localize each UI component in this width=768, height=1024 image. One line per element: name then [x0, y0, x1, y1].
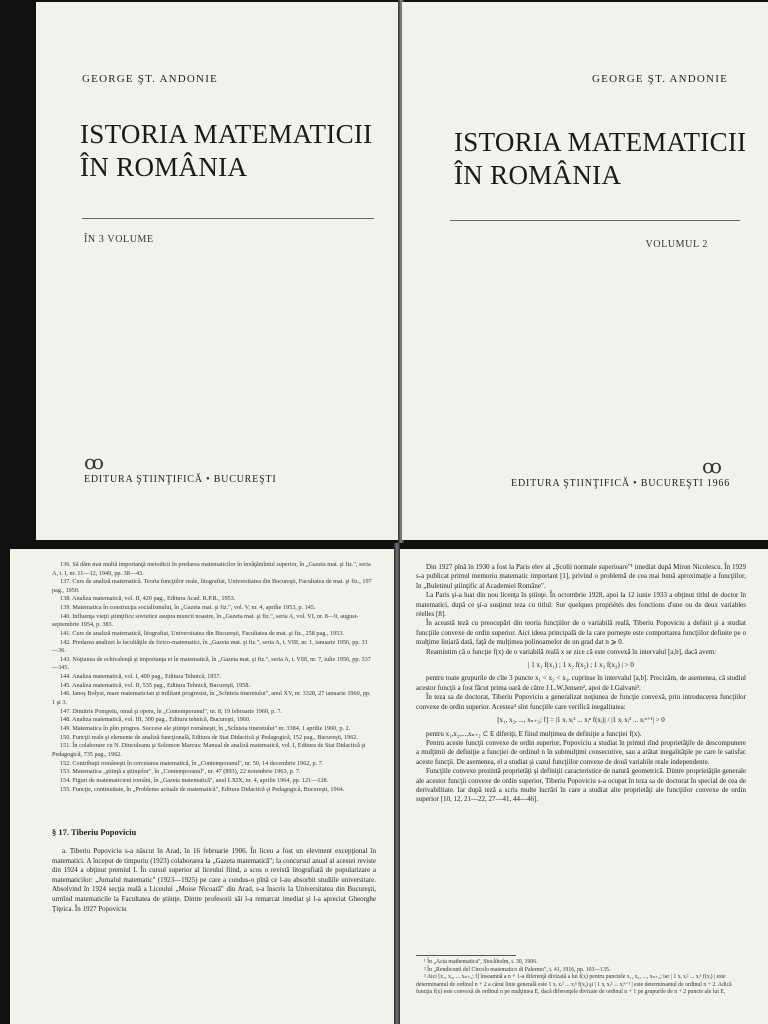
- volume-note: VOLUMUL 2: [645, 239, 708, 250]
- bibliography-entry: 151. În colaborare cu N. Dinculeanu şi Solomon Marcus: Manual de analiză matematică, vol. I, Editura de Stat Didactică şi Pedagogică, 735 pag., 1962.: [52, 742, 366, 758]
- bibliography-entry: 149. Matematica în plin progres. Succese ale ştiinţei româneşti, în „Scînteia tineretului" nr. 3384, 1 aprilie 1960, p. 2.: [60, 724, 351, 732]
- footnote-entry: ² În „Rendiconti del Circolo matematico di Palermo", t. 41, 1916, pp. 103—135.: [424, 966, 611, 973]
- divided-difference-formula: [x₁, x₂, ..., xₙ₊₂; f] = |1 xᵢ xᵢ² ... xᵢⁿ f(xᵢ)| / |1 xᵢ xᵢ² ... xᵢⁿ⁺¹| > 0: [497, 716, 665, 725]
- publisher-logo-icon: ꝏ: [84, 452, 104, 474]
- bibliography-entry: 154. Figuri de matematicieni români, în „Gazeta matematică", anul LXIX, nr. 4, aprilie 1964, pp. 121—128.: [60, 776, 329, 784]
- half-title-page: [36, 2, 400, 540]
- footnote-entry: ³ Aici [x₁, x₂, ... xₙ₊₂; f] înseamnă a n + 1-a diferenţă divizată a lui f(x) pentru punctele x₁, x₂, ..., xₙ₊₂; iar | 1 xᵢ xᵢ² ... xᵢⁿ f(xᵢ) | este determinantul de ordinul n + 2 a cărui linie generală este 1 xᵢ xᵢ² ... xᵢⁿ f(xᵢ) şi | 1 xᵢ xᵢ² ... xᵢⁿ⁺¹ | este determinantul de ordinul n + 2. Adică funcţia f(x) este convexă de ordinul n pe mulţimea E, dacă diferenţele divizate de ordinul n + 1 pe grupurile de n + 2 puncte ale lui E,: [416, 974, 732, 996]
- body-paragraph: Pentru aceste funcţii convexe de ordin superior, Popoviciu a studiat în primul rînd proprietăţile de descompunere a mulţimii de definiţie a funcţiei de ordinul n în submulţimi consecutive, sau a arătat inegalităţile pe care le satisfac aceste funcţii. De asemenea, el a studiat şi cazul funcţiilor convexe de două variabile reale independente.: [416, 738, 746, 766]
- body-paragraph: pentru x₁,x₂,...,xₙ₊₂ ⊂ E diferiţi, E fiind mulţimea de definiţie a funcţiei f(x).: [426, 729, 642, 738]
- bibliography-entry: 148. Analiza matematică, vol. III, 300 pag., Editura tehnică, Bucureşti, 1960.: [60, 716, 251, 724]
- bibliography-entry: 143. Noţiunea de echivalenţă şi importanţa ei în matematică, în „Gazeta mat. şi fiz.", seria A, t. VIII, nr. 7, iulie 1956, pp. 337—345.: [52, 655, 371, 672]
- bibliography-entry: 139. Matematica în construcţia socialismului, în „Gazeta mat. şi fiz.", vol. V, nr. 4, aprilie 1953, p. 145.: [60, 604, 316, 612]
- bibliography-entry: 138. Analiza matematică, vol. II, 420 pag., Editura Acad. R.P.R., 1953.: [60, 595, 236, 603]
- author-name: GEORGE ŞT. ANDONIE: [82, 73, 218, 85]
- text-pages-spread: [0, 543, 768, 1024]
- book-title: [454, 126, 746, 192]
- bibliography-entry: 145. Analiza matematică, vol. II, 535 pag., Editura Tehnică, Bucureşti, 1958.: [60, 681, 251, 689]
- section-body: [52, 847, 376, 914]
- body-paragraph: Reamintim că o funcţie f(x) de o variabilă reală x se zice că este convexă în intervalul [a,b], dacă avem:: [426, 647, 717, 656]
- title-line-2: ÎN ROMÂNIA: [454, 160, 622, 190]
- body-paragraph: pentru toate grupurile de cîte 3 puncte x₁ < x₂ < x₃, cuprinse în intervalul [a,b]. Precizăm, de asemenea, că studiul acestor funcţii a fost făcut prima oară de către J.L.W.Jensen², apoi de I.Galvani³.: [416, 674, 746, 692]
- title-line-1: ISTORIA MATEMATICII: [80, 119, 373, 149]
- title-line-2: ÎN ROMÂNIA: [80, 152, 248, 182]
- bibliography-entry: 141. Curs de analiză matematică, litografiat, Universitatea din Bucureşti, Facultatea de mat. şi fiz., 258 pag., 1953.: [60, 629, 344, 637]
- bibliography-entry: 144. Analiza matematică, vol. I, 400 pag., Editura Tehnică, 1957.: [60, 673, 222, 680]
- bibliography-entry: 146. Ianoş Bolyai, mare matematician şi militant progresist, în „Scînteia tineretului", anul XV, nr. 3328, 27 ianuarie 1960, pp. 1 şi 3.: [52, 690, 371, 706]
- title-line-1: ISTORIA MATEMATICII: [454, 127, 747, 157]
- body-paragraph: Funcţiile convexe prezintă proprietăţi şi definiţii caracteristice de natură geometrică. Dintre proprietăţile generale ale acestor funcţii convexe de ordin superior, Tiberiu Popoviciu s-a ocupat în teza sa de doctorat în special de cea de derivabilitate. Iar după teză a scris multe lucrări în care a studiat alte proprietăţi ale funcţiilor convexe de ordin superior [10, 12, 21—22, 27—41, 44—46].: [416, 767, 746, 804]
- bibliography-entry: 147. Dimitrie Pompeiu, omul şi opera, în „Contemporanul", nr. 8, 19 februarie 1960, p. 7.: [60, 707, 282, 715]
- title-rule: [450, 220, 740, 221]
- publisher-line: EDITURA ŞTIINŢIFICĂ • BUCUREŞTI: [84, 474, 277, 485]
- page-body: [416, 563, 746, 805]
- footnote-rule: [416, 955, 516, 956]
- body-paragraph: În teza sa de doctorat, Tiberiu Popoviciu a generalizat noţiunea de funcţie convexă, prin introducerea funcţiilor convexe de ordin superior. Acestea⁴ sînt funcţiile care verifică inegalitatea:: [416, 693, 746, 711]
- author-name: GEORGE ŞT. ANDONIE: [592, 73, 728, 85]
- bibliography-entry: 140. Influenţa vieţii ştiinţifice sovietice asupra muncii noastre, în „Gazeta mat. şi fiz.", seria A, vol. VI, nr. 8—9, august-septembrie 1954, p. 383.: [52, 612, 359, 629]
- bibliography-entry: 153. Matematica „ştiinţă a ştiinţelor", în „Contemporanul", nr. 47 (893), 22 noiembrie 1963, p. 7.: [60, 768, 301, 776]
- body-paragraph: Din 1927 pînă în 1930 a fost la Paris elev al „Şcolii normale superioare"¹ imediat după Miron Nicolescu. În 1929 s-a publicat primul memoriu matematic important [1], privind o problemă de cea mai bună aproximaţie a funcţiilor, în „Buletinul ştiinţific al Academiei Române".: [416, 563, 746, 590]
- body-paragraph: a. Tiberiu Popoviciu s-a născut în Arad, în 16 februarie 1906. În liceu a fost un elevment excepţional în matematici. A început de timpuriu (1923) colaborarea la „Gazeta matematică"; la concursul anual al acestei reviste din 1924 a obţinut premiul I. În cursul superior al liceului fiind, a scos o revistă litografiată de popularizare a matematicilor: „Jurnalul matematic" (1923—1925) pe care a condus-o pînă ce l-au absorbit studiile universitare. Absolvind în 1924 secţia reală a Liceului „Moise Nicoară" din Arad, s-a înscris la Universitatea din Bucureşti, urmînd matematicile la Facultatea de ştiinţe. Dintre profesorii săi l-a remarcat imediat şi l-a apreciat Gheorghe Ţiţeica. În 1927 Popoviciu: [52, 847, 376, 913]
- determinant-formula: | 1 x₁ f(x₁) ; 1 x₂ f(x₂) ; 1 x₃ f(x₃) | > 0: [528, 661, 634, 670]
- body-paragraph: La Paris şi-a luat din nou licenţa în ştiinţe. În octombrie 1928, apoi la 12 iunie 1933 a obţinut titlul de doctor în matematici, după ce şi-a susţinut teza cu titlul: Sur quelques propriétés des fonctions d'une ou de deux variables réelles [8].: [416, 591, 746, 619]
- left-text-page: [10, 549, 394, 1024]
- bibliography-entry: 136. Să dăm mai multă importanţă metodicii în predarea matematicilor în învăţămîntul superior, în „Gazeta mat. şi fiz.", seria A, t. I, nr. 11—12, 1949, pp. 38—43.: [52, 561, 371, 577]
- volume-note: ÎN 3 VOLUME: [84, 234, 154, 245]
- footnote-entry: ¹ În „Acta mathematica", Stockholm, t. 30, 1906.: [424, 959, 538, 965]
- title-page: [402, 2, 768, 540]
- bibliography-entry: 142. Predarea analizei la facultăţile de fizico-matematici, în „Gazeta mat. şi fiz.", seria A, t. VIII, nr. 1, ianuarie 1956, pp. 31—36.: [52, 638, 368, 655]
- publisher-logo-icon: ꝏ: [702, 456, 722, 478]
- bibliography-entry: 155. Funcţie, continuitate, în „Probleme actuale de matematică", Editura Didactică şi Pedagogică, Bucureşti, 1964.: [60, 785, 345, 793]
- right-text-page: [400, 549, 768, 1024]
- book-title: [80, 118, 372, 184]
- publisher-line: EDITURA ŞTIINŢIFICĂ • BUCUREŞTI 1966: [511, 478, 730, 489]
- bibliography-list: [52, 561, 372, 794]
- bibliography-entry: 152. Contribuţii româneşti în cercetarea matematică, în „Contemporanul", nr. 50, 14 decembrie 1962, p. 7.: [60, 759, 324, 767]
- footnotes: [416, 959, 746, 997]
- bibliography-entry: 150. Funcţii reale şi elemente de analiză funcţională, Editura de Stat Didactică şi Pedagogică, 152 pag., Bucureşti, 1962.: [60, 733, 358, 741]
- title-rule: [82, 218, 374, 219]
- bibliography-entry: 137. Curs de analiză matematică. Teoria funcţiilor reale, litografiat, Universitatea din Bucureşti, Facultatea de mat. şi fiz., 197 pag., 1950.: [52, 578, 372, 594]
- body-paragraph: În această teză cu preocupări din teoria funcţiilor de o variabilă reală, Tiberiu Popoviciu a definit şi a studiat funcţiile convexe de ordin superior. Aici ideea principală de la care porneşte este comportarea funcţiilor definite pe o mulţime liniară dată, faţă de mulţimea polinoamelor de un grad dat n ⩾ 0.: [416, 619, 746, 647]
- section-heading: § 17. Tiberiu Popoviciu: [52, 827, 137, 837]
